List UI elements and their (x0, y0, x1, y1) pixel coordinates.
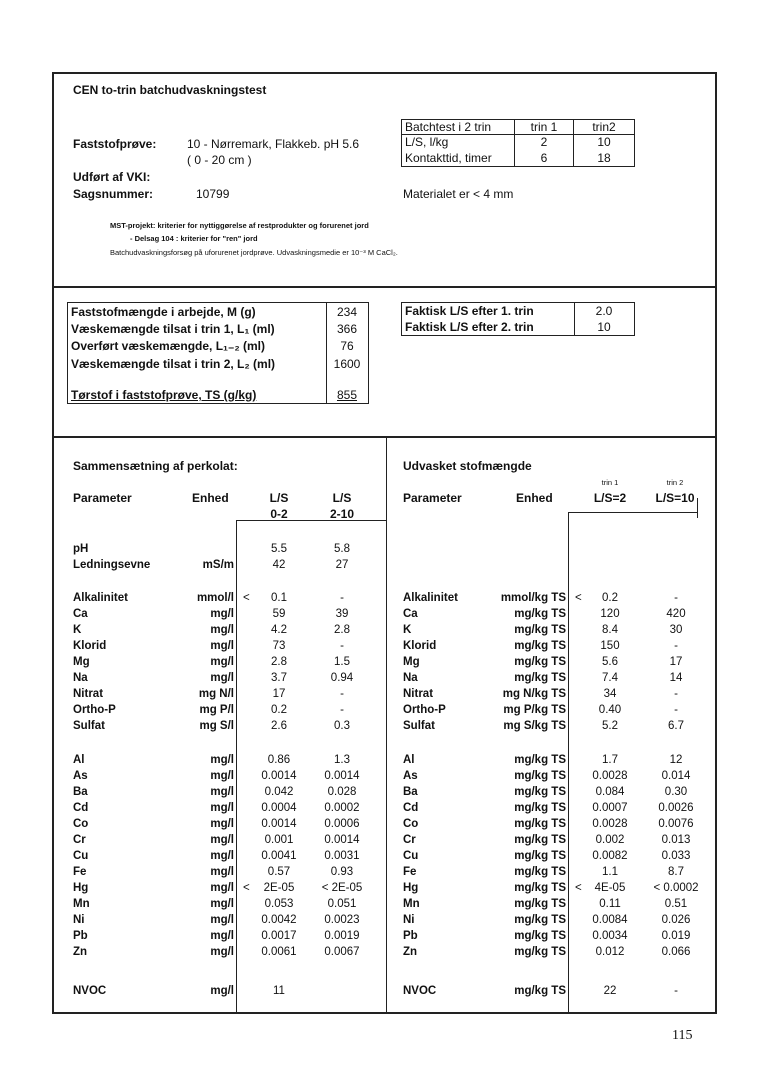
batch-cell: 10 (597, 135, 611, 149)
row-unit: mg/kg TS (514, 866, 566, 878)
row-parameter: K (73, 624, 82, 636)
row-unit: mS/m (202, 559, 234, 571)
row-unit: mg/kg TS (514, 882, 566, 894)
row-qualifier: < (575, 592, 582, 604)
row-value-ls1: 0.1 (271, 592, 287, 604)
row-unit: mg/kg TS (514, 898, 566, 910)
row-value-ls1: 0.2 (271, 704, 287, 716)
table-row (0, 896, 759, 912)
row-value-ls10: - (674, 985, 678, 997)
row-value-ls2: 34 (603, 688, 617, 700)
mass-label: Faststofmængde i arbejde, M (g) (71, 305, 256, 319)
row-unit: mg/kg TS (514, 834, 566, 846)
table-row (0, 718, 759, 734)
row-value-ls2: 5.8 (334, 543, 350, 555)
row-unit: mg/kg TS (514, 672, 566, 684)
row-parameter: Cu (73, 850, 89, 862)
row-value-ls2: 0.012 (595, 946, 625, 958)
row-value-ls1: 73 (272, 640, 286, 652)
table-row (0, 848, 759, 864)
row-unit: mg/l (210, 802, 234, 814)
mass-table (67, 302, 369, 404)
row-parameter: Sulfat (73, 720, 105, 732)
row-value-ls2: 0.0084 (592, 914, 628, 926)
row-value-ls2: 0.94 (330, 672, 354, 684)
row-value-ls2: 0.0019 (324, 930, 360, 942)
sag-label: Sagsnummer: (73, 187, 154, 201)
row-value-ls2: 22 (603, 985, 617, 997)
row-unit: mg/l (210, 818, 234, 830)
left-header-ls2: L/S (332, 491, 352, 505)
row-value-ls2: 1.3 (334, 754, 350, 766)
row-value-ls1: 0.0017 (261, 930, 297, 942)
row-unit: mg P/kg TS (503, 704, 566, 716)
row-unit: mg/l (210, 624, 234, 636)
batch-cell: 2 (540, 135, 548, 149)
row-value-ls2: 4E-05 (594, 882, 626, 894)
row-parameter: Mg (403, 656, 420, 668)
table-row (0, 557, 759, 573)
row-value-ls2: 0.2 (602, 592, 618, 604)
table-row (0, 983, 759, 999)
table-row (0, 912, 759, 928)
header-underline (236, 520, 386, 521)
row-unit: mg/l (210, 850, 234, 862)
batch-header: trin2 (592, 120, 616, 134)
row-value-ls10: 17 (669, 656, 683, 668)
row-unit: mg/l (210, 770, 234, 782)
row-value-ls2: 0.0007 (592, 802, 628, 814)
row-value-ls2: - (340, 640, 344, 652)
row-value-ls10: < 0.0002 (653, 882, 699, 894)
right-header-ls2: L/S=10 (655, 491, 695, 505)
section-divider (52, 436, 717, 438)
table-row (0, 832, 759, 848)
faststof-depth: ( 0 - 20 cm ) (187, 153, 252, 167)
row-value-ls10: - (674, 688, 678, 700)
row-value-ls1: 0.042 (264, 786, 294, 798)
row-parameter: Na (403, 672, 418, 684)
row-value-ls1: 0.0041 (261, 850, 297, 862)
row-parameter: Cr (73, 834, 86, 846)
row-unit: mmol/kg TS (500, 592, 566, 604)
row-value-ls1: 3.7 (271, 672, 287, 684)
row-value-ls10: 0.51 (664, 898, 688, 910)
row-parameter: Cd (73, 802, 89, 814)
row-parameter: Al (73, 754, 85, 766)
row-value-ls2: 0.11 (599, 898, 621, 910)
row-value-ls2: 0.40 (598, 704, 622, 716)
row-value-ls2: 0.0028 (592, 770, 628, 782)
row-parameter: Cr (403, 834, 416, 846)
row-value-ls10: 0.014 (661, 770, 691, 782)
row-parameter: Ba (73, 786, 88, 798)
row-parameter: Hg (73, 882, 89, 894)
row-value-ls2: 5.6 (602, 656, 618, 668)
row-unit: mg/kg TS (514, 608, 566, 620)
material-note: Materialet er < 4 mm (403, 187, 514, 201)
row-unit: mg/l (210, 786, 234, 798)
project-subnote: - Delsag 104 : kriterier for "ren" jord (130, 234, 258, 243)
row-value-ls2: 0.0023 (324, 914, 360, 926)
row-parameter: Zn (73, 946, 88, 958)
row-parameter: Nitrat (73, 688, 104, 700)
row-unit: mg N/l (198, 688, 234, 700)
mass-value: 366 (336, 322, 358, 336)
table-row (0, 606, 759, 622)
row-parameter: Pb (73, 930, 88, 942)
row-parameter: Ledningsevne (73, 559, 151, 571)
mass-value: 234 (336, 305, 358, 319)
udfort-label: Udført af VKI: (73, 170, 151, 184)
row-value-ls2: 0.3 (334, 720, 350, 732)
table-row (0, 928, 759, 944)
row-value-ls1: 0.0061 (261, 946, 297, 958)
right-header-unit: Enhed (516, 491, 553, 505)
row-parameter: Na (73, 672, 88, 684)
table-row (0, 702, 759, 718)
table-row (0, 816, 759, 832)
row-value-ls2: 0.93 (330, 866, 354, 878)
row-parameter: Ca (73, 608, 88, 620)
project-note: MST-projekt: kriterier for nyttiggørelse af restprodukter og forurenet jord (110, 221, 369, 230)
row-parameter: Alkalinitet (73, 592, 128, 604)
row-parameter: K (403, 624, 412, 636)
table-row (0, 541, 759, 557)
table-row (0, 654, 759, 670)
row-value-ls10: 0.013 (661, 834, 691, 846)
row-value-ls10: 420 (666, 608, 686, 620)
row-unit: mg/kg TS (514, 802, 566, 814)
sag-value: 10799 (196, 187, 230, 201)
row-unit: mg/kg TS (514, 946, 566, 958)
right-header-step2: trin 2 (666, 478, 684, 487)
row-value-ls10: 30 (669, 624, 683, 636)
row-parameter: Sulfat (403, 720, 435, 732)
row-value-ls10: 8.7 (668, 866, 684, 878)
row-value-ls2: - (340, 688, 344, 700)
row-parameter: Klorid (403, 640, 437, 652)
row-parameter: Al (403, 754, 415, 766)
row-unit: mg/kg TS (514, 818, 566, 830)
section-divider (52, 286, 717, 288)
row-value-ls1: 0.0042 (261, 914, 297, 926)
row-value-ls1: 4.2 (271, 624, 287, 636)
batch-table (401, 119, 635, 167)
row-parameter: Fe (73, 866, 87, 878)
table-row (0, 784, 759, 800)
row-value-ls2: 0.084 (595, 786, 625, 798)
row-value-ls2: 0.0028 (592, 818, 628, 830)
row-parameter: Co (403, 818, 419, 830)
row-unit: mg/kg TS (514, 930, 566, 942)
page-number: 115 (672, 1028, 693, 1043)
table-row (0, 670, 759, 686)
left-section-title: Sammensætning af perkolat: (73, 459, 238, 473)
row-parameter: Pb (403, 930, 418, 942)
row-unit: mg P/l (199, 704, 234, 716)
row-value-ls10: 0.026 (661, 914, 691, 926)
row-qualifier: < (575, 882, 582, 894)
row-unit: mg/kg TS (514, 850, 566, 862)
mass-label: Væskemængde tilsat i trin 2, L₂ (ml) (71, 357, 276, 371)
left-header-ls1: L/S (269, 491, 289, 505)
table-row (0, 590, 759, 606)
left-header-unit: Enhed (192, 491, 229, 505)
table-row (0, 752, 759, 768)
row-parameter: Cd (403, 802, 419, 814)
row-value-ls1: 59 (272, 608, 286, 620)
row-value-ls2: 0.0067 (324, 946, 360, 958)
row-parameter: Ni (403, 914, 415, 926)
row-value-ls2: - (340, 592, 344, 604)
row-value-ls2: 0.051 (327, 898, 357, 910)
row-value-ls2: 1.7 (602, 754, 618, 766)
row-parameter: Co (73, 818, 89, 830)
row-value-ls2: 150 (600, 640, 620, 652)
row-unit: mg/l (210, 898, 234, 910)
mass-label: Tørstof i faststofprøve, TS (g/kg) (71, 388, 257, 402)
table-row (0, 622, 759, 638)
row-parameter: Zn (403, 946, 418, 958)
row-unit: mg/kg TS (514, 770, 566, 782)
row-value-ls1: 0.053 (264, 898, 294, 910)
ls-table (401, 302, 635, 336)
row-value-ls10: 0.066 (661, 946, 691, 958)
mass-value: 1600 (333, 357, 361, 371)
row-value-ls10: - (674, 704, 678, 716)
table-row (0, 686, 759, 702)
row-value-ls2: 0.0031 (324, 850, 360, 862)
row-value-ls2: 0.0082 (592, 850, 628, 862)
table-row (0, 864, 759, 880)
row-parameter: Ortho-P (73, 704, 116, 716)
row-value-ls10: 0.30 (664, 786, 688, 798)
row-value-ls1: 0.001 (264, 834, 294, 846)
row-parameter: Klorid (73, 640, 107, 652)
table-row (0, 800, 759, 816)
row-value-ls1: 0.57 (267, 866, 291, 878)
row-unit: mg/l (210, 608, 234, 620)
right-header-ls1: L/S=2 (593, 491, 627, 505)
row-value-ls2: 120 (600, 608, 620, 620)
table-row (0, 638, 759, 654)
right-header-step1: trin 1 (601, 478, 619, 487)
row-value-ls2: 0.0014 (324, 770, 360, 782)
row-unit: mg/kg TS (514, 985, 566, 997)
faststof-label: Faststofprøve: (73, 137, 157, 151)
ls-label: Faktisk L/S efter 2. trin (405, 320, 534, 334)
mass-value: 76 (340, 339, 354, 353)
document-title: CEN to-trin batchudvaskningstest (73, 83, 267, 97)
row-parameter: Cu (403, 850, 419, 862)
row-unit: mg/l (210, 985, 234, 997)
row-parameter: As (73, 770, 88, 782)
batch-header: Batchtest i 2 trin (405, 120, 492, 134)
row-value-ls2: 0.0002 (324, 802, 360, 814)
row-value-ls2: 2.8 (334, 624, 350, 636)
row-parameter: Mg (73, 656, 90, 668)
batch-cell: 18 (597, 151, 611, 165)
ls-value: 2.0 (595, 304, 613, 318)
faststof-value: 10 - Nørremark, Flakkeb. pH 5.6 (187, 137, 360, 151)
row-value-ls1: 42 (272, 559, 286, 571)
row-value-ls10: 0.0026 (658, 802, 694, 814)
row-value-ls2: 7.4 (602, 672, 618, 684)
row-parameter: As (403, 770, 418, 782)
row-unit: mg/kg TS (514, 754, 566, 766)
method-note: Batchudvaskningsforsøg på uforurenet jordprøve. Udvaskningsmedie er 10⁻³ M CaCl₂. (110, 248, 398, 257)
row-parameter: Nitrat (403, 688, 434, 700)
row-value-ls1: 2.8 (271, 656, 287, 668)
mass-value: 855 (336, 388, 358, 402)
mass-label: Overført væskemængde, L₁₋₂ (ml) (71, 339, 266, 353)
batch-cell: L/S, l/kg (405, 135, 449, 149)
row-value-ls1: 17 (272, 688, 286, 700)
row-qualifier: < (243, 592, 250, 604)
row-value-ls2: 1.5 (334, 656, 350, 668)
row-value-ls2: 0.002 (595, 834, 625, 846)
row-unit: mg S/kg TS (503, 720, 566, 732)
left-header-ls1-range: 0-2 (270, 507, 288, 521)
row-unit: mg/l (210, 834, 234, 846)
right-header-parameter: Parameter (403, 491, 462, 505)
row-value-ls2: 27 (335, 559, 349, 571)
row-parameter: Hg (403, 882, 419, 894)
row-value-ls2: 0.028 (327, 786, 357, 798)
row-unit: mg/l (210, 930, 234, 942)
batch-cell: 6 (540, 151, 548, 165)
row-value-ls2: 0.0034 (592, 930, 628, 942)
row-parameter: NVOC (73, 985, 107, 997)
row-unit: mg/l (210, 656, 234, 668)
row-value-ls2: - (340, 704, 344, 716)
row-unit: mg/l (210, 640, 234, 652)
right-section-title: Udvasket stofmængde (403, 459, 532, 473)
row-value-ls2: 5.2 (602, 720, 618, 732)
row-value-ls10: 0.019 (661, 930, 691, 942)
header-underline (568, 512, 698, 513)
row-value-ls1: 11 (273, 985, 285, 997)
ls-value: 10 (597, 320, 611, 334)
row-value-ls1: 0.0014 (261, 770, 297, 782)
row-unit: mg S/l (199, 720, 234, 732)
row-value-ls10: 6.7 (668, 720, 684, 732)
row-unit: mg/kg TS (514, 786, 566, 798)
row-value-ls2: 0.0006 (324, 818, 360, 830)
row-value-ls2: 1.1 (602, 866, 618, 878)
table-row (0, 880, 759, 896)
row-value-ls1: 0.86 (267, 754, 291, 766)
row-value-ls10: 0.033 (661, 850, 691, 862)
row-value-ls2: < 2E-05 (321, 882, 363, 894)
row-value-ls1: 5.5 (271, 543, 287, 555)
row-parameter: Ca (403, 608, 418, 620)
row-value-ls10: 12 (669, 754, 683, 766)
row-parameter: Mn (73, 898, 90, 910)
row-parameter: NVOC (403, 985, 437, 997)
row-value-ls2: 39 (335, 608, 349, 620)
row-value-ls2: 8.4 (602, 624, 618, 636)
row-value-ls1: 2.6 (271, 720, 287, 732)
row-parameter: Ni (73, 914, 85, 926)
row-qualifier: < (243, 882, 250, 894)
row-unit: mg/l (210, 882, 234, 894)
row-unit: mg/kg TS (514, 624, 566, 636)
table-row (0, 768, 759, 784)
batch-cell: Kontakttid, timer (405, 151, 492, 165)
row-unit: mg/l (210, 866, 234, 878)
row-parameter: Ortho-P (403, 704, 446, 716)
row-parameter: Mn (403, 898, 420, 910)
row-value-ls1: 2E-05 (263, 882, 295, 894)
row-parameter: Fe (403, 866, 417, 878)
row-unit: mg/l (210, 914, 234, 926)
row-value-ls2: 0.0014 (324, 834, 360, 846)
mass-label: Væskemængde tilsat i trin 1, L₁ (ml) (71, 322, 275, 336)
row-unit: mg/l (210, 672, 234, 684)
left-header-parameter: Parameter (73, 491, 132, 505)
row-unit: mg/kg TS (514, 656, 566, 668)
row-unit: mmol/l (196, 592, 234, 604)
row-value-ls10: - (674, 592, 678, 604)
row-unit: mg/kg TS (514, 914, 566, 926)
row-unit: mg N/kg TS (502, 688, 566, 700)
left-header-ls2-range: 2-10 (329, 507, 355, 521)
row-unit: mg/l (210, 754, 234, 766)
batch-header: trin 1 (530, 120, 558, 134)
row-value-ls10: 0.0076 (658, 818, 694, 830)
row-value-ls1: 0.0014 (261, 818, 297, 830)
ls-label: Faktisk L/S efter 1. trin (405, 304, 534, 318)
row-value-ls1: 0.0004 (261, 802, 297, 814)
row-parameter: Ba (403, 786, 418, 798)
table-row (0, 944, 759, 960)
row-parameter: pH (73, 543, 89, 555)
row-parameter: Alkalinitet (403, 592, 458, 604)
row-value-ls10: - (674, 640, 678, 652)
row-unit: mg/kg TS (514, 640, 566, 652)
row-value-ls10: 14 (669, 672, 683, 684)
row-unit: mg/l (210, 946, 234, 958)
